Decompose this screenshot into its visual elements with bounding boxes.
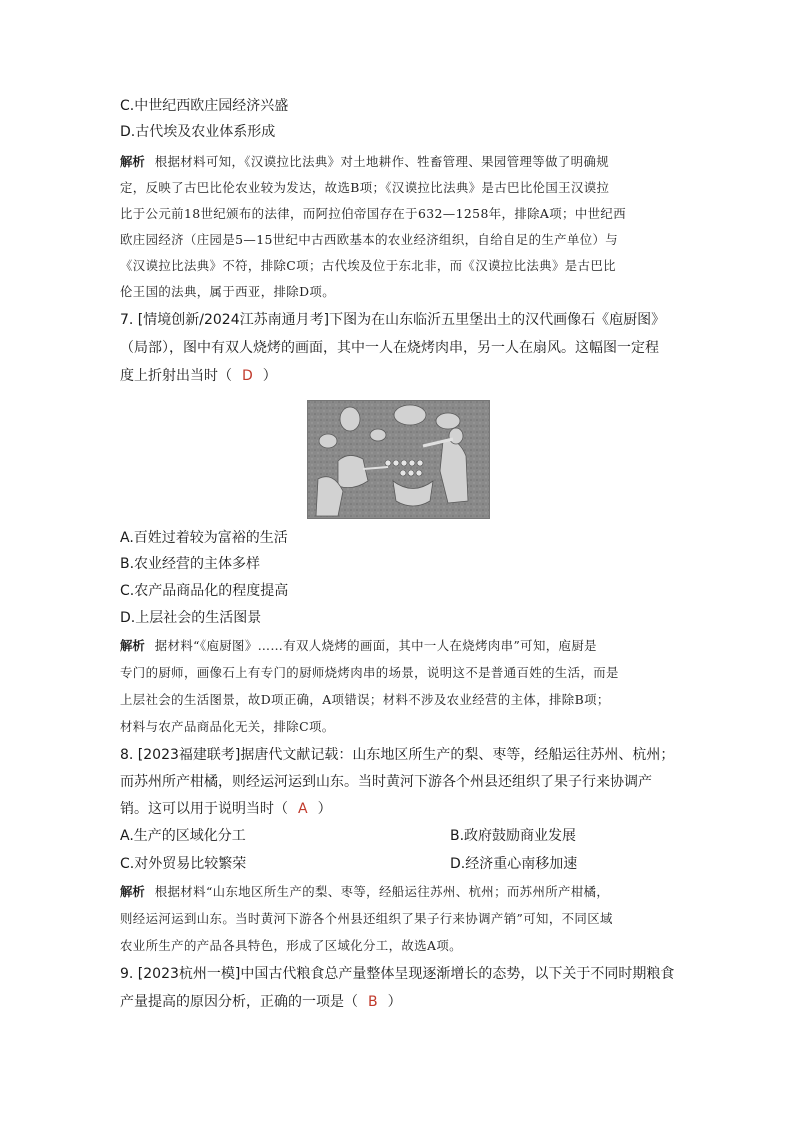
q8-explanation-line <box>120 882 680 902</box>
q9-answer: B <box>368 994 378 1010</box>
q6-explanation-line: 《汉谟拉比法典》不符，排除C项；古代埃及位于东北非，而《汉谟拉比法典》是古巴比 <box>120 258 616 273</box>
q8-stem-line: 8. [2023福建联考]据唐代文献记载：山东地区所生产的梨、枣等，经船运往苏州、杭州； <box>120 747 675 763</box>
q8-option-d: D.经济重心南移加速 <box>450 856 578 872</box>
q6-explanation-line <box>120 152 680 172</box>
q8-stem-line: 而苏州所产柑橘，则经运河运到山东。当时黄河下游各个州县还组织了果子行来协调产 <box>120 774 652 790</box>
q6-explanation-line: 伦王国的法典，属于西亚，排除D项。 <box>120 284 335 299</box>
explanation-text: 据材料“《庖厨图》……有双人烧烤的画面，其中一人在烧烤肉串”可知，庖厨是 <box>154 638 597 653</box>
relief-illustration <box>308 401 489 518</box>
q7-explanation-line: 专门的厨师，画像石上有专门的厨师烧烤肉串的场景，说明这不是普通百姓的生活，而是 <box>120 665 619 680</box>
q8-option-a: A.生产的区域化分工 <box>120 828 246 844</box>
q7-close-paren: ） <box>262 368 277 384</box>
q7-option-d: D.上层社会的生活图景 <box>120 610 262 626</box>
q8-close-paren: ） <box>317 801 332 817</box>
q6-explanation-line: 欧庄园经济（庄园是5—15世纪中古西欧基本的农业经济组织，自给自足的生产单位）与 <box>120 232 619 247</box>
q7-stem-line <box>120 366 680 386</box>
q7-stem-line: （局部），图中有双人烧烤的画面，其中一人在烧烤肉串，另一人在扇风。这幅图一定程 <box>120 340 659 356</box>
q7-explanation-line <box>120 636 680 656</box>
q8-explanation-line: 农业所生产的产品各具特色，形成了区域化分工，故选A项。 <box>120 938 462 953</box>
q8-answer: A <box>298 801 308 817</box>
han-stone-relief-image <box>307 400 490 519</box>
q7-explanation-line: 上层社会的生活图景，故D项正确，A项错误；材料不涉及农业经营的主体，排除B项； <box>120 692 610 707</box>
q6-explanation-line: 定，反映了古巴比伦农业较为发达，故选B项；《汉谟拉比法典》是古巴比伦国王汉谟拉 <box>120 180 610 195</box>
q6-explanation-line: 比于公元前18世纪颁布的法律，而阿拉伯帝国存在于632—1258年，排除A项；中世纪西 <box>120 206 626 221</box>
explanation-text: 根据材料可知，《汉谟拉比法典》对土地耕作、牲畜管理、果园管理等做了明确规 <box>154 154 610 169</box>
q8-stem-line <box>120 799 680 819</box>
q8-option-c: C.对外贸易比较繁荣 <box>120 856 247 872</box>
q7-option-b: B.农业经营的主体多样 <box>120 556 261 572</box>
q9-stem-line: 9. [2023杭州一模]中国古代粮食总产量整体呈现逐渐增长的态势，以下关于不同时期粮食 <box>120 966 675 982</box>
q6-option-d: D.古代埃及农业体系形成 <box>120 124 276 140</box>
q7-explanation-line: 材料与农产品商品化无关，排除C项。 <box>120 719 335 734</box>
q7-stem-line: 7. [情境创新/2024江苏南通月考]下图为在山东临沂五里堡出土的汉代画像石《庖厨图》 <box>120 312 666 328</box>
q8-option-row <box>120 854 680 874</box>
q7-option-c: C.农产品商品化的程度提高 <box>120 583 289 599</box>
q9-close-paren: ） <box>387 994 402 1010</box>
q7-option-a: A.百姓过着较为富裕的生活 <box>120 530 288 546</box>
explanation-label: 解析 <box>120 884 145 899</box>
q7-stem-text: 度上折射出当时（ <box>120 368 232 384</box>
explanation-label: 解析 <box>120 154 145 169</box>
q6-option-c: C.中世纪西欧庄园经济兴盛 <box>120 98 289 114</box>
q8-option-row <box>120 826 680 846</box>
q8-explanation-line: 则经运河运到山东。当时黄河下游各个州县还组织了果子行来协调产销”可知，不同区域 <box>120 911 613 926</box>
explanation-text: 根据材料“山东地区所生产的梨、枣等，经船运往苏州、杭州；而苏州所产柑橘， <box>154 884 610 899</box>
explanation-label: 解析 <box>120 638 145 653</box>
q8-option-b: B.政府鼓励商业发展 <box>450 828 577 844</box>
q8-stem-text: 销。这可以用于说明当时（ <box>120 801 288 817</box>
q9-stem-line <box>120 992 680 1012</box>
q7-answer: D <box>242 368 253 384</box>
q9-stem-text: 产量提高的原因分析，正确的一项是（ <box>120 994 358 1010</box>
